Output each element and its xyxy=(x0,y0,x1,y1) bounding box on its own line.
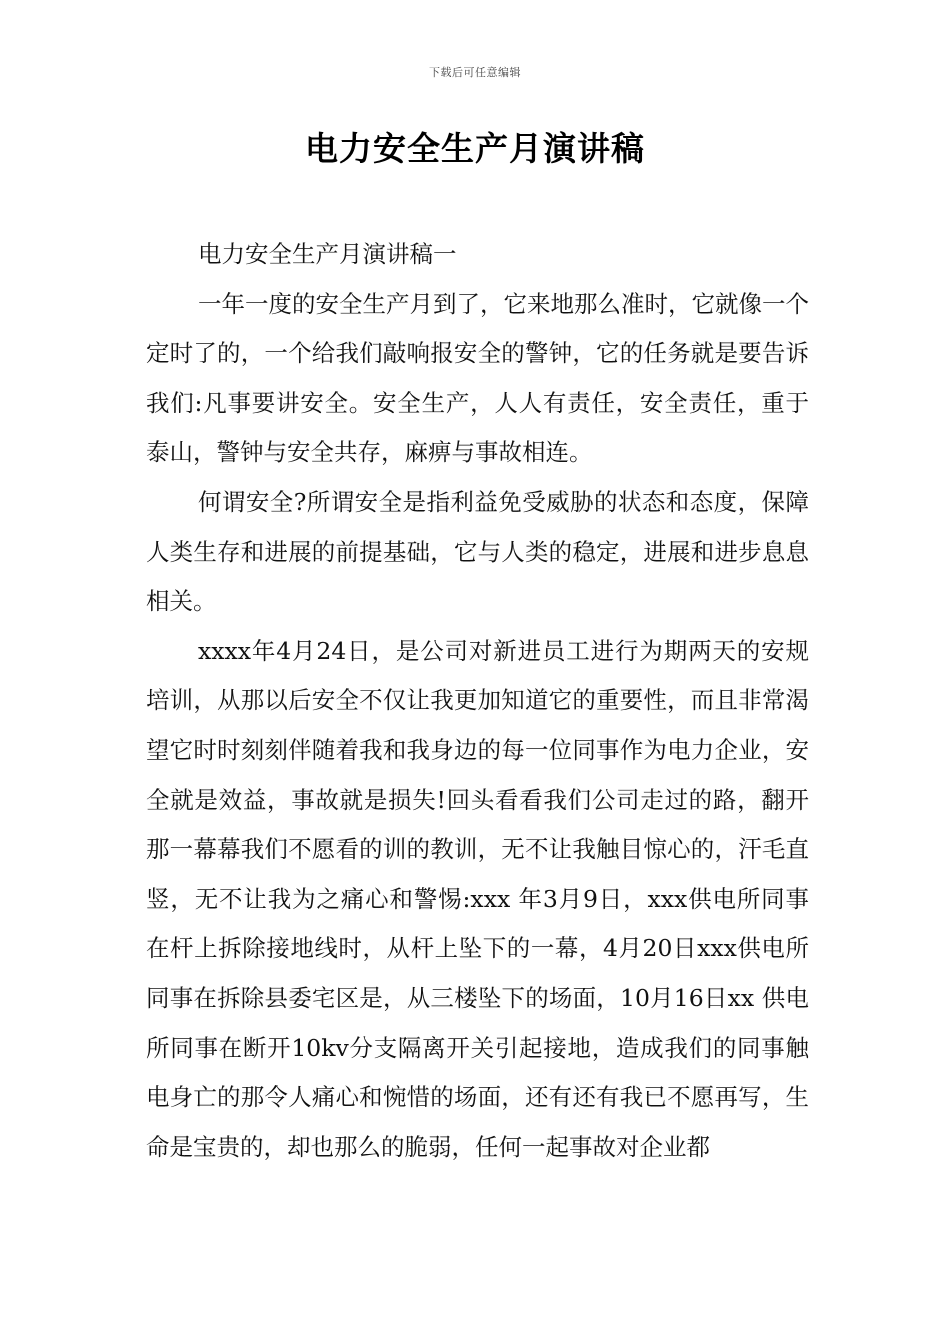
paragraph-subtitle: 电力安全生产月演讲稿一 xyxy=(198,240,457,268)
paragraph: xxxx年4月24日，是公司对新进员工进行为期两天的安规培训，从那以后安全不仅让我更加知道它的重要性，而且非常渴望它时时刻刻伴随着我和我身边的每一位同事作为电力企业，安全就是效益，事故就是损失!回头看看我们公司走过的路，翻开那一幕幕我们不愿看的训的教训，无不让我触目惊心的，汗毛直竖，无不让我为之痛心和警惕:xxx 年3月9日，xxx供电所同事在杆上拆除接地线时，从杆上坠下的一幕，4月20日xxx供电所同事在拆除县委宅区是，从三楼坠下的场面，10月16日xx 供电所同事在断开10kv分支隔离开关引起接地，造成我们的同事触电身亡的那令人痛心和惋惜的场面，还有还有我已不愿再写，生命是宝贵的，却也那么的脆弱，任何一起事故对企业都 xyxy=(146,636,809,1161)
document-title: 电力安全生产月演讲稿 xyxy=(305,129,645,168)
paragraph: 何谓安全?所谓安全是指利益免受威胁的状态和态度，保障人类生存和进展的前提基础，它与人类的稳定，进展和进步息息相关。 xyxy=(146,487,809,616)
document-body xyxy=(146,230,809,1172)
page-header-note: 下载后可任意编辑 xyxy=(429,66,521,79)
paragraph: 一年一度的安全生产月到了，它来地那么准时，它就像一个定时了的，一个给我们敲响报安全的警钟，它的任务就是要告诉我们:凡事要讲安全。安全生产，人人有责任，安全责任，重于泰山，警钟与安全共存，麻痹与事故相连。 xyxy=(146,289,809,467)
